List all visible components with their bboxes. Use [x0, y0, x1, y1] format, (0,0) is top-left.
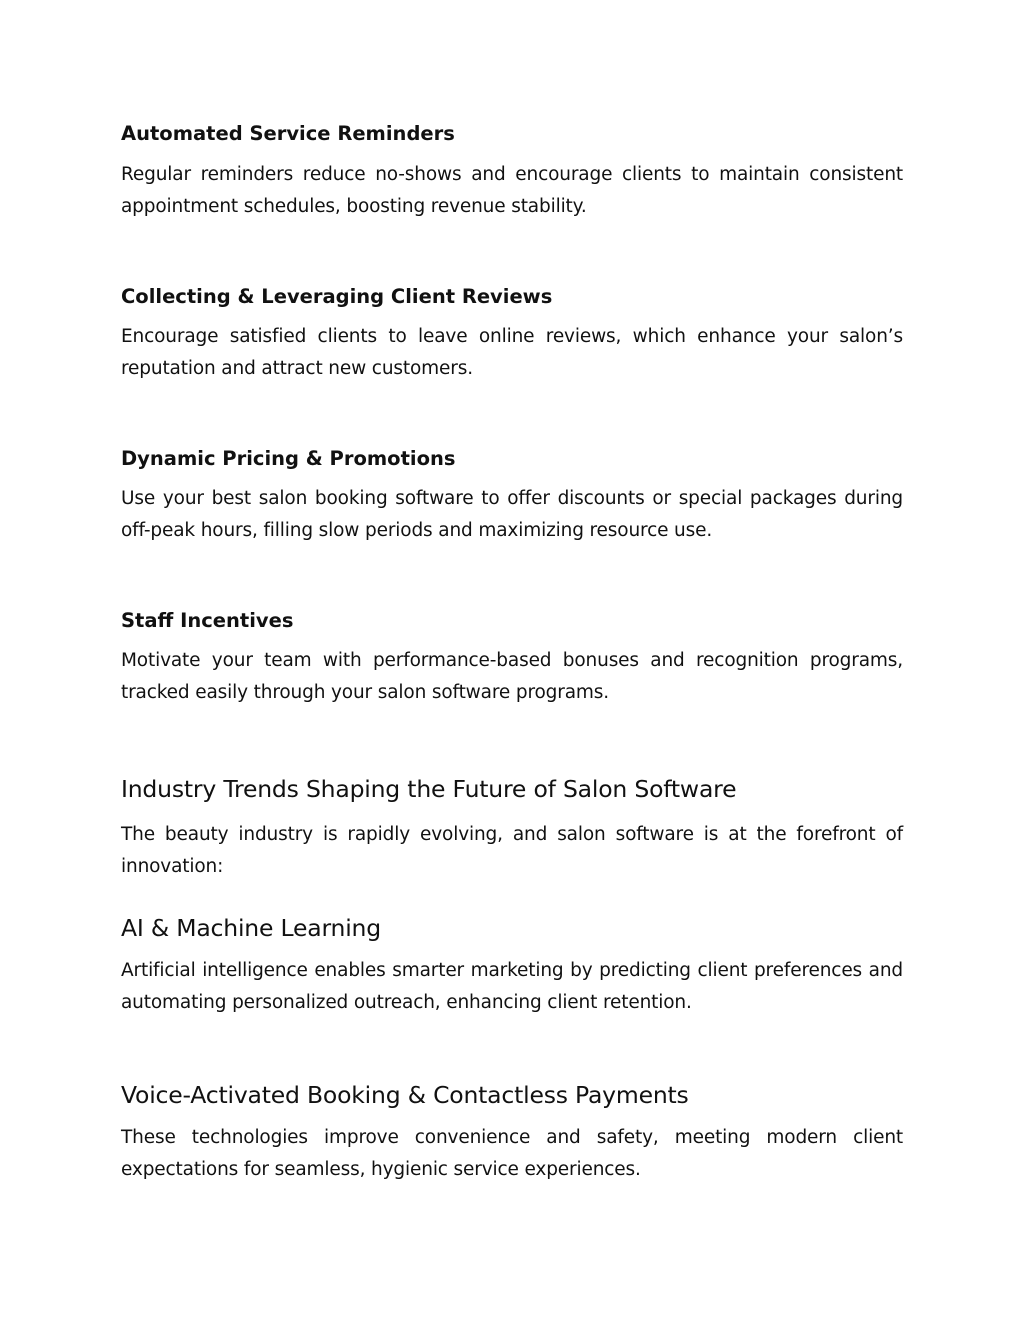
- trends-heading: Industry Trends Shaping the Future of Salon Software: [121, 775, 737, 803]
- trend-body-voice-booking: These technologies improve convenience and safety, meeting modern client expectations for seamless, hygienic service experiences.: [121, 1127, 903, 1180]
- trends-intro: The beauty industry is rapidly evolving, and salon software is at the forefront of innovation:: [121, 824, 903, 877]
- section-heading-client-reviews: Collecting & Leveraging Client Reviews: [121, 285, 553, 308]
- trend-body-ai: Artificial intelligence enables smarter marketing by predicting client preferences and automating personalized outreach, enhancing client retention.: [121, 960, 903, 1013]
- section-body-dynamic-pricing: Use your best salon booking software to offer discounts or special packages during off-peak hours, filling slow periods and maximizing resource use.: [121, 488, 903, 541]
- section-heading-automated-reminders: Automated Service Reminders: [121, 122, 455, 145]
- section-heading-dynamic-pricing: Dynamic Pricing & Promotions: [121, 447, 456, 470]
- section-body-automated-reminders: Regular reminders reduce no-shows and encourage clients to maintain consistent appointment schedules, boosting revenue stability.: [121, 164, 903, 217]
- section-body-staff-incentives: Motivate your team with performance-based bonuses and recognition programs, tracked easily through your salon software programs.: [121, 650, 903, 703]
- section-heading-staff-incentives: Staff Incentives: [121, 609, 294, 632]
- trend-heading-ai: AI & Machine Learning: [121, 914, 381, 942]
- section-body-client-reviews: Encourage satisfied clients to leave online reviews, which enhance your salon’s reputation and attract new customers.: [121, 326, 903, 379]
- trend-heading-voice-booking: Voice-Activated Booking & Contactless Payments: [121, 1081, 689, 1109]
